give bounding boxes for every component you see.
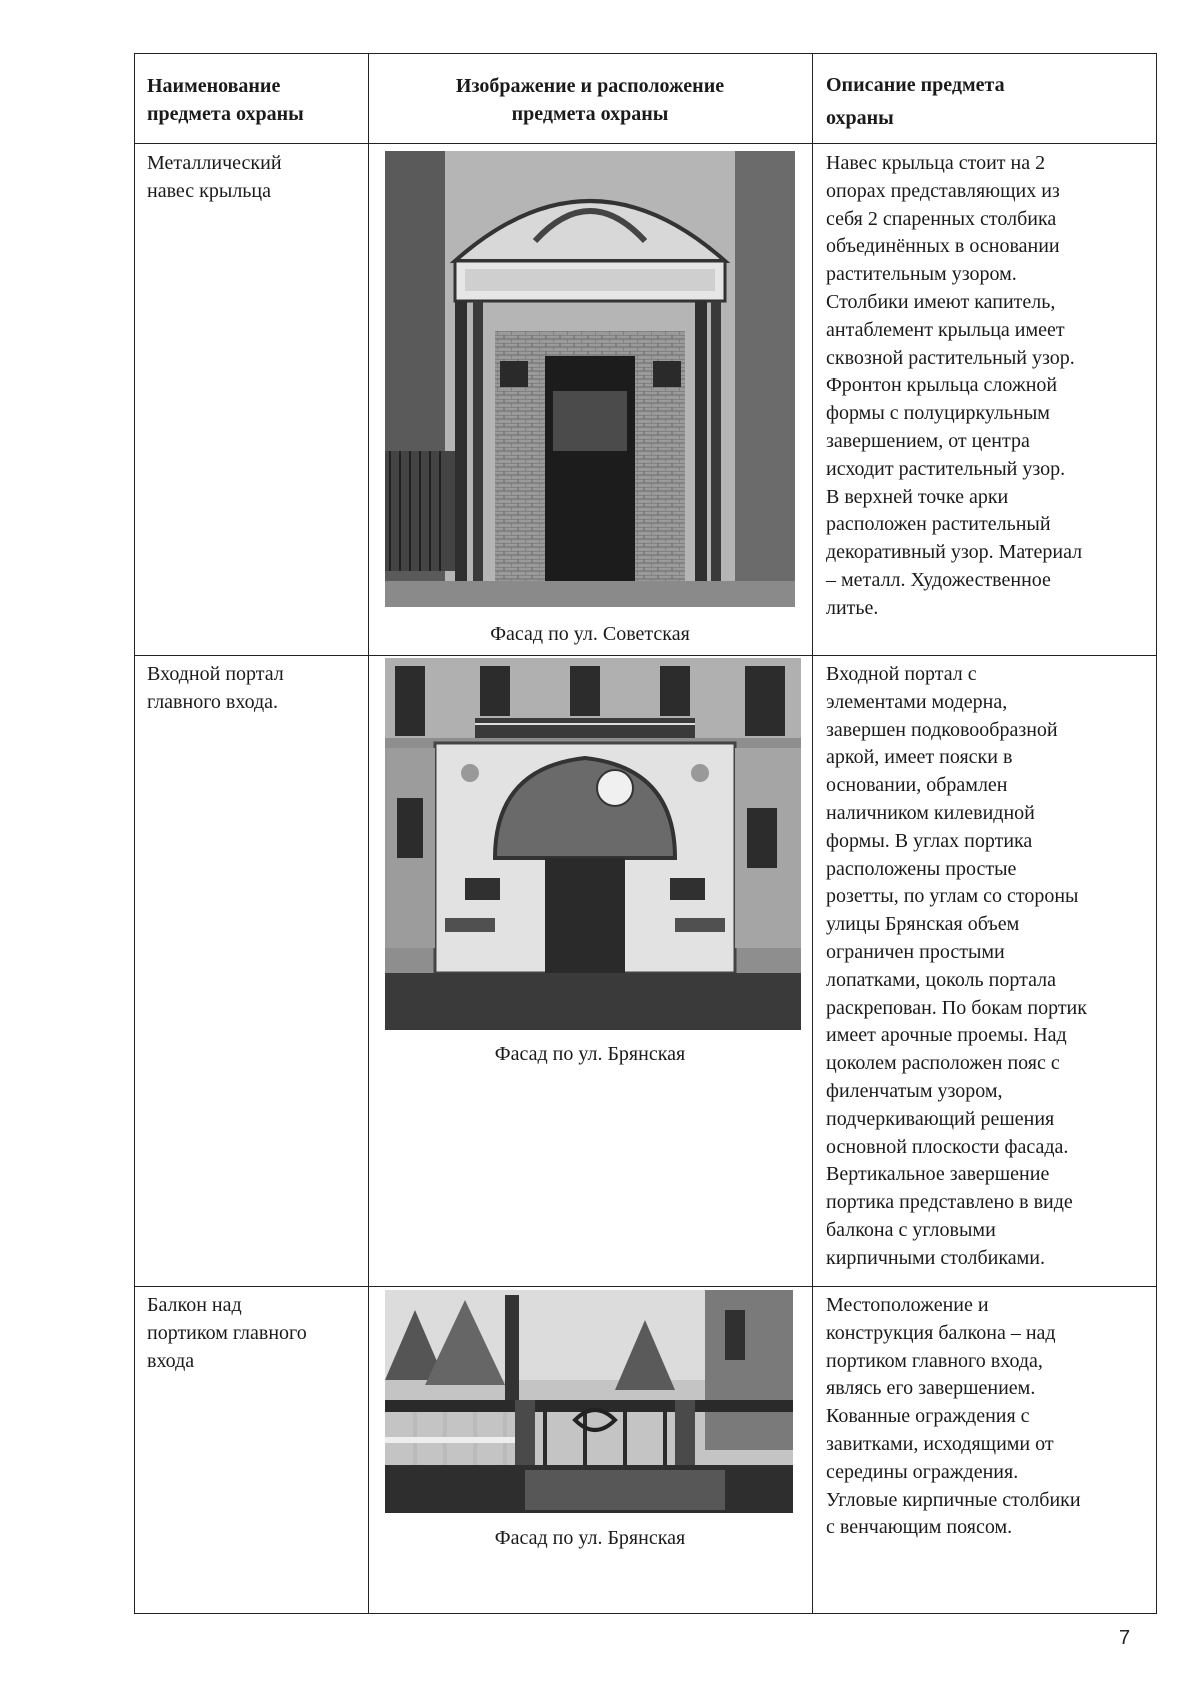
table-border-bottom [134, 1613, 1156, 1614]
portal-photo [385, 658, 801, 1030]
header-image: Изображение и расположение предмета охраны [455, 75, 725, 125]
table-border-top [134, 53, 1156, 54]
header-description: Описание предмета охраны [826, 74, 1005, 129]
page-number: 7 [1119, 1627, 1131, 1649]
table-border-right [1156, 53, 1157, 1614]
header-divider [134, 143, 1156, 144]
balcony-photo [385, 1290, 793, 1513]
row1-description: Навес крыльца стоит на 2 опорах представляющих из себя 2 спаренных столбика объединённых в основании растительным узором. Столбики имеют капитель, антаблемент крыльца имеет сквозной растительный узор. Фронтон крыльца сложной формы с полуциркульным завершением, от центра исходит растительный узор. В верхней точке арки расположен растительный декоративный узор. Материал – металл. Художественное литье. [826, 152, 1083, 619]
row1-name: Металлический навес крыльца [147, 152, 282, 202]
row-divider [134, 655, 1156, 656]
header-name: Наименование предмета охраны [147, 75, 304, 125]
canopy-photo [385, 151, 795, 607]
balcony-photo-image [385, 1290, 793, 1513]
canopy-photo-image [385, 151, 795, 607]
row2-name: Входной портал главного входа. [147, 663, 284, 713]
portal-photo-image [385, 658, 801, 1030]
row3-caption: Фасад по ул. Брянская [494, 1527, 686, 1549]
row2-description: Входной портал с элементами модерна, завершен подковообразной аркой, имеет пояски в основании, обрамлен наличником килевидной формы. В углах портика расположены простые розетты, по углам со стороны улицы Брянская объем ограничен простыми лопатками, цоколь портала раскрепован. По бокам портик имеет арочные проемы. Над цоколем расположен пояс с филенчатым узором, подчеркивающий решения основной плоскости фасада. Вертикальное завершение портика представлено в виде балкона с угловыми кирпичными столбиками. [826, 663, 1087, 1269]
table-border-left [134, 53, 135, 1614]
row2-caption: Фасад по ул. Брянская [494, 1043, 686, 1065]
row3-name: Балкон над портиком главного входа [147, 1294, 307, 1372]
column-divider [368, 53, 369, 1614]
row-divider [134, 1286, 1156, 1287]
row3-description: Местоположение и конструкция балкона – над портиком главного входа, являсь его завершением. Кованные ограждения с завитками, исходящими от середины ограждения. Угловые кирпичные столбики с венчающим поясом. [826, 1294, 1081, 1539]
column-divider [812, 53, 813, 1614]
row1-caption: Фасад по ул. Советская [490, 623, 690, 645]
